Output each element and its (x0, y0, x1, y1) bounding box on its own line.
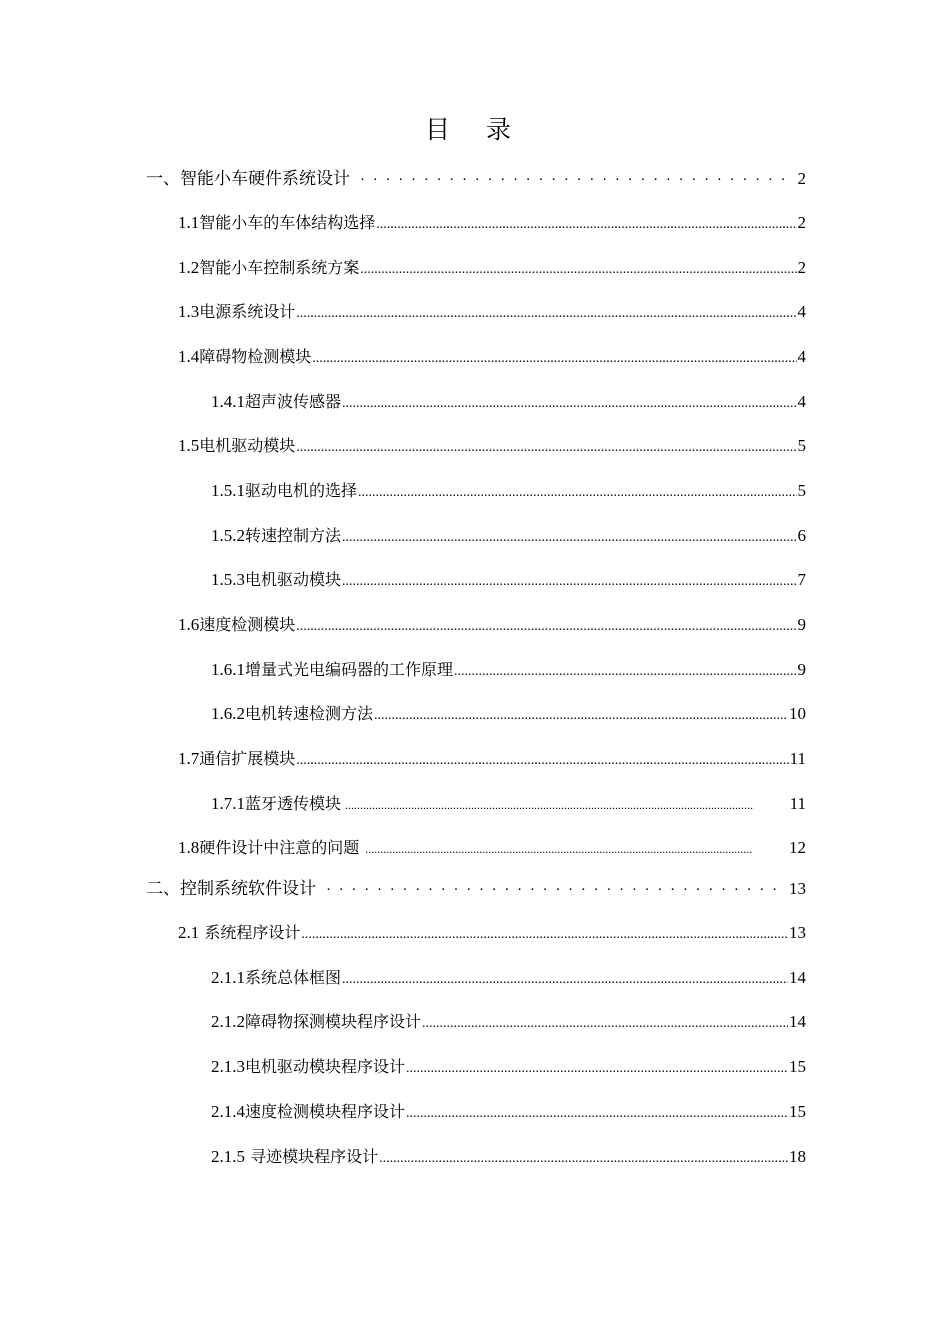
toc-entry-number: 2.1.2 (211, 1012, 245, 1031)
toc-entry-number: 1.3 (178, 302, 200, 321)
toc-page-number: 15 (789, 1057, 806, 1076)
toc-entry-text: 电机驱动模块 (245, 570, 342, 589)
toc-page-number: 2 (797, 213, 806, 232)
toc-entry-2-1-3[interactable] (211, 1054, 806, 1080)
toc-entry-number: 1.7.1 (211, 794, 245, 813)
toc-leader (301, 922, 788, 948)
toc-leader (374, 703, 788, 729)
toc-leader (376, 212, 796, 238)
toc-entry-text: 电机驱动模块 (199, 436, 296, 455)
toc-page-number: 15 (789, 1102, 806, 1121)
toc-entry-number: 1.4.1 (211, 392, 245, 411)
toc-page-number: 5 (797, 481, 806, 500)
toc-entry-number: 1.7 (178, 749, 200, 768)
toc-leader (296, 748, 788, 774)
toc-entry-text: 电源系统设计 (199, 302, 296, 321)
toc-leader (312, 346, 796, 372)
toc-page-number: 4 (797, 302, 806, 321)
toc-leader (296, 301, 796, 327)
toc-entry-1-1[interactable] (178, 210, 806, 236)
toc-entry-number: 1.2 (178, 258, 200, 277)
toc-entry-text: 二、控制系统软件设计 (146, 879, 316, 899)
toc-entry-1-7-1[interactable] (211, 791, 806, 817)
toc-entry-number: 2.1.5 (211, 1147, 245, 1166)
toc-page-number: 4 (797, 347, 806, 366)
toc-entry-number: 1.4 (178, 347, 200, 366)
toc-entry-ch1[interactable] (146, 166, 806, 192)
toc-page-number: 6 (797, 526, 806, 545)
toc-entry-text: 电机驱动模块程序设计 (245, 1057, 406, 1076)
toc-entry-2-1-1[interactable] (211, 965, 806, 991)
toc-page-number: 13 (789, 879, 806, 898)
toc-entry-text: 智能小车的车体结构选择 (199, 213, 376, 232)
toc-leader (342, 525, 796, 551)
toc-entry-text: 蓝牙透传模块 (245, 794, 342, 813)
toc-page-number: 11 (789, 794, 806, 813)
toc-leader (342, 569, 796, 595)
toc-entry-1-7[interactable] (178, 746, 806, 772)
toc-entry-number: 2.1.3 (211, 1057, 245, 1076)
toc-page-number: 9 (797, 615, 806, 634)
toc-entry-text: 速度检测模块程序设计 (245, 1102, 406, 1121)
toc-entry-number: 2.1.1 (211, 968, 245, 987)
toc-entry-1-5[interactable] (178, 433, 806, 459)
toc-entry-1-4[interactable] (178, 344, 806, 370)
toc-leader (360, 257, 796, 283)
toc-entry-text: 硬件设计中注意的问题 (199, 838, 360, 857)
toc-entry-number: 1.1 (178, 213, 200, 232)
toc-leader (345, 792, 754, 818)
toc-entry-2-1-2[interactable] (211, 1009, 806, 1035)
toc-entry-1-3[interactable] (178, 299, 806, 325)
toc-page-number: 4 (797, 392, 806, 411)
toc-page-number: 14 (789, 968, 806, 987)
toc-entry-text: 转速控制方法 (245, 526, 342, 545)
toc-leader (406, 1101, 788, 1127)
toc-entry-2-1[interactable] (178, 920, 806, 946)
toc-entry-text: 电机转速检测方法 (245, 704, 374, 723)
toc-entry-number: 1.6.2 (211, 704, 245, 723)
toc-entry-text: 系统总体框图 (245, 968, 342, 987)
toc-entry-number: 1.5 (178, 436, 200, 455)
toc-entry-number: 1.5.3 (211, 570, 245, 589)
page-title: 目 录 (425, 115, 525, 144)
toc-page-number: 5 (797, 436, 806, 455)
toc-leader (406, 1056, 788, 1082)
toc-entry-2-1-5[interactable] (211, 1144, 806, 1170)
toc-entry-number: 1.5.2 (211, 526, 245, 545)
toc-page-number: 18 (789, 1147, 806, 1166)
toc-entry-text: 增量式光电编码器的工作原理 (245, 660, 454, 679)
toc-leader (296, 435, 796, 461)
toc-leader (342, 967, 788, 993)
toc-leader (365, 836, 753, 862)
toc-page-number: 2 (797, 169, 806, 188)
toc-entry-text: 障碍物检测模块 (199, 347, 312, 366)
toc-entry-number: 2.1.4 (211, 1102, 245, 1121)
toc-entry-text: 障碍物探测模块程序设计 (245, 1012, 422, 1031)
toc-entry-text: 超声波传感器 (245, 392, 342, 411)
toc-entry-number: 2.1 (178, 923, 200, 942)
toc-entry-number: 1.8 (178, 838, 200, 857)
toc-entry-number: 1.6.1 (211, 660, 245, 679)
toc-leader (360, 167, 792, 194)
toc-entry-text: 寻迹模块程序设计 (245, 1147, 379, 1166)
toc-entry-1-6-1[interactable] (211, 657, 806, 683)
toc-entry-1-5-3[interactable] (211, 567, 806, 593)
toc-entry-text: 通信扩展模块 (199, 749, 296, 768)
toc-entry-1-6[interactable] (178, 612, 806, 638)
toc-leader (342, 391, 796, 417)
toc-entry-text: 系统程序设计 (199, 923, 301, 942)
toc-entry-text: 智能小车控制系统方案 (199, 258, 360, 277)
toc-leader (422, 1011, 788, 1037)
toc-entry-text: 一、智能小车硬件系统设计 (146, 169, 350, 189)
toc-leader (358, 480, 796, 506)
toc-entry-text: 速度检测模块 (199, 615, 296, 634)
toc-entry-1-5-2[interactable] (211, 523, 806, 549)
toc-page-number: 14 (789, 1012, 806, 1031)
toc-entry-1-5-1[interactable] (211, 478, 806, 504)
toc-page-number: 2 (797, 258, 806, 277)
toc-page-number: 11 (789, 749, 806, 768)
toc-page-number: 12 (789, 838, 806, 857)
toc-leader (454, 659, 796, 685)
toc-entry-ch2[interactable] (146, 876, 806, 902)
toc-entry-number: 1.6 (178, 615, 200, 634)
toc-leader (296, 614, 796, 640)
toc-entry-number: 1.5.1 (211, 481, 245, 500)
toc-page-number: 9 (797, 660, 806, 679)
toc-leader (379, 1146, 788, 1172)
toc-entry-1-8[interactable] (178, 835, 806, 861)
toc-entry-1-2[interactable] (178, 255, 806, 281)
toc-entry-text: 驱动电机的选择 (245, 481, 358, 500)
toc-page-number: 13 (789, 923, 806, 942)
toc-page-number: 10 (789, 704, 806, 723)
toc-entry-2-1-4[interactable] (211, 1099, 806, 1125)
toc-leader (326, 877, 783, 904)
toc-entry-1-6-2[interactable] (211, 701, 806, 727)
toc-entry-1-4-1[interactable] (211, 389, 806, 415)
toc-page-number: 7 (797, 570, 806, 589)
